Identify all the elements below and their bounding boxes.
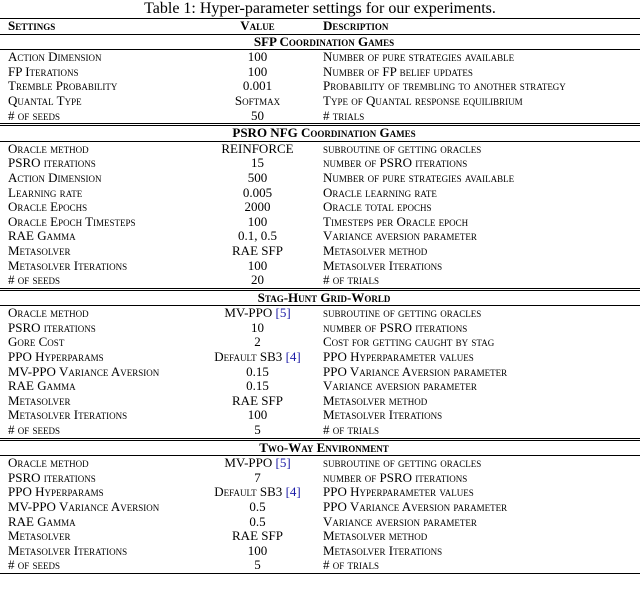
value-text: 500 (247, 170, 268, 185)
table-row (0, 94, 640, 109)
table-row (0, 515, 640, 530)
table-row (0, 79, 640, 94)
table-row (0, 379, 640, 394)
description-cell: number of PSRO iterations (323, 320, 468, 335)
value-cell (200, 558, 315, 573)
value-text: 100 (247, 64, 268, 79)
value-cell (200, 408, 315, 423)
table-row (0, 244, 640, 259)
description-cell: # of trials (323, 423, 380, 438)
setting-cell: Metasolver (8, 243, 71, 258)
setting-cell: Oracle method (8, 141, 89, 156)
table-row (0, 200, 640, 215)
header-row (0, 19, 640, 35)
setting-cell: Metasolver (8, 529, 71, 544)
description-cell: Type of Quantal response equilibrium (323, 93, 523, 108)
section-header-row (0, 439, 640, 456)
value-text: 2 (254, 335, 261, 350)
table-row (0, 423, 640, 439)
section-header-row (0, 34, 640, 50)
value-cell (200, 94, 315, 109)
value-cell (200, 379, 315, 394)
value-cell (200, 350, 315, 365)
citation-link[interactable]: [4] (285, 485, 301, 500)
table-row (0, 471, 640, 486)
description-cell: Timesteps per Oracle epoch (323, 214, 469, 229)
value-text: 0.1, 0.5 (238, 229, 277, 244)
table-row (0, 65, 640, 80)
description-cell: subroutine of getting oracles (323, 455, 482, 471)
value-text: 20 (251, 273, 264, 288)
table-row (0, 273, 640, 289)
value-cell (200, 485, 315, 500)
setting-cell: PSRO iterations (8, 156, 96, 171)
value-cell (200, 65, 315, 80)
setting-cell: Action Dimension (8, 49, 102, 65)
value-text: 0.5 (249, 514, 266, 529)
value-cell (200, 335, 315, 350)
setting-cell: MV-PPO Variance Aversion (8, 364, 160, 379)
setting-cell: PSRO iterations (8, 320, 96, 335)
description-cell: PPO Hyperparameter values (323, 485, 474, 500)
setting-cell: # of seeds (8, 273, 61, 288)
setting-cell: Metasolver Iterations (8, 408, 128, 423)
description-cell: subroutine of getting oracles (323, 141, 482, 156)
table-row (0, 141, 640, 156)
description-cell: Metasolver method (323, 393, 428, 408)
value-text: 7 (254, 470, 261, 485)
value-cell (200, 171, 315, 186)
value-cell (200, 200, 315, 215)
table-row (0, 529, 640, 544)
table-row (0, 408, 640, 423)
table-row (0, 186, 640, 201)
value-cell (200, 141, 315, 156)
setting-cell: # of seeds (0, 558, 200, 573)
value-text: Softmax (234, 93, 281, 108)
description-cell: number of PSRO iterations (323, 470, 468, 485)
table-row (0, 558, 640, 573)
description-cell: Variance aversion parameter (323, 379, 477, 394)
description-cell: PPO Hyperparameter values (323, 350, 474, 365)
description-cell: Metasolver method (323, 529, 428, 544)
value-text: 100 (247, 258, 268, 273)
value-text: 50 (251, 108, 264, 123)
table-row (0, 215, 640, 230)
setting-cell: RAE Gamma (8, 379, 76, 394)
setting-cell: Metasolver Iterations (8, 543, 128, 558)
value-text: MV-PPO (224, 455, 273, 471)
value-text: 100 (247, 543, 268, 558)
table-row (0, 156, 640, 171)
value-cell (200, 215, 315, 230)
value-text: 0.15 (246, 379, 269, 394)
header-settings: Settings (0, 19, 200, 35)
value-cell (200, 229, 315, 244)
citation-link[interactable]: [5] (275, 455, 291, 471)
setting-cell: # of seeds (8, 108, 61, 123)
description-cell: Metasolver Iterations (323, 408, 443, 423)
value-cell (200, 423, 315, 439)
value-text: 0.001 (242, 79, 273, 94)
value-text: RAE SFP (232, 529, 283, 544)
section-title: SFP Coordination Games (0, 34, 640, 50)
value-cell (200, 186, 315, 201)
setting-cell: Oracle method (8, 305, 89, 321)
description-cell: PPO Variance Aversion parameter (323, 500, 508, 514)
table-body (0, 34, 640, 573)
table-row (0, 50, 640, 65)
value-cell (200, 259, 315, 274)
description-cell: Metasolver Iterations (323, 258, 443, 273)
table-row (0, 321, 640, 336)
value-cell (200, 306, 315, 321)
description-cell: Variance aversion parameter (323, 229, 477, 244)
section-title: Two-Way Environment (0, 439, 640, 456)
value-text: 100 (247, 408, 268, 423)
table-row (0, 365, 640, 380)
value-text: 0.15 (246, 364, 269, 379)
value-text: Default SB3 (214, 350, 283, 365)
description-cell: Oracle learning rate (323, 185, 437, 200)
table-row (0, 544, 640, 559)
description-cell: Number of FP belief updates (323, 64, 473, 79)
description-cell: Cost for getting caught by stag (323, 335, 495, 350)
value-cell (200, 456, 315, 471)
value-cell (200, 273, 315, 289)
description-cell: Oracle total epochs (323, 200, 432, 215)
setting-cell: PPO Hyperparams (8, 485, 104, 500)
value-text: 15 (251, 156, 264, 171)
setting-cell: PPO Hyperparams (8, 350, 104, 365)
description-cell: Variance aversion parameter (323, 514, 477, 529)
header-description: Description (315, 19, 640, 35)
value-text: RAE SFP (232, 243, 283, 258)
table-row (0, 306, 640, 321)
description-cell: Number of pure strategies available (323, 170, 515, 185)
setting-cell: Learning rate (8, 185, 83, 200)
section-header-row (0, 289, 640, 306)
value-cell (200, 529, 315, 544)
citation-link[interactable]: [5] (275, 305, 291, 321)
setting-cell: # of seeds (8, 423, 61, 438)
description-cell: subroutine of getting oracles (323, 305, 482, 321)
value-text: 0.005 (242, 185, 273, 200)
setting-cell: Quantal Type (8, 93, 82, 108)
setting-cell: RAE Gamma (8, 229, 76, 244)
description-cell: # trials (323, 108, 365, 123)
value-cell (200, 244, 315, 259)
setting-cell: Oracle Epoch Timesteps (8, 214, 136, 229)
description-cell: PPO Variance Aversion parameter (323, 364, 508, 379)
value-text: 100 (247, 214, 268, 229)
section-title: Stag-Hunt Grid-World (0, 289, 640, 306)
value-text: 10 (251, 320, 264, 335)
setting-cell: Oracle method (8, 455, 89, 471)
description-cell: Number of pure strategies available (323, 49, 515, 65)
table-caption: Table 1: Hyper-parameter settings for our experiments. (144, 0, 496, 17)
description-cell: Probability of trembling to another strategy (323, 79, 566, 94)
table-row (0, 500, 640, 515)
description-cell: Metasolver method (323, 243, 428, 258)
value-cell (200, 515, 315, 530)
table-row (0, 229, 640, 244)
description-cell: # of trials (315, 558, 640, 573)
setting-cell: MV-PPO Variance Aversion (8, 500, 160, 514)
setting-cell: Gore Cost (8, 335, 65, 350)
setting-cell: Metasolver (8, 393, 71, 408)
value-cell (200, 471, 315, 486)
value-cell (200, 544, 315, 559)
description-cell: # of trials (323, 273, 380, 288)
section-header-row (0, 125, 640, 142)
table-row (0, 259, 640, 274)
value-cell (200, 156, 315, 171)
setting-cell: Metasolver Iterations (8, 258, 128, 273)
value-text: 5 (254, 423, 261, 438)
value-text: MV-PPO (224, 305, 273, 321)
header-value: Value (200, 19, 315, 35)
setting-cell: Action Dimension (8, 170, 102, 185)
table-row (0, 456, 640, 471)
value-cell (200, 500, 315, 515)
table-row (0, 350, 640, 365)
value-cell (200, 109, 315, 125)
description-cell: Metasolver Iterations (323, 543, 443, 558)
table-row (0, 394, 640, 409)
setting-cell: Oracle Epochs (8, 200, 88, 215)
setting-cell: PSRO iterations (8, 470, 96, 485)
table-row (0, 485, 640, 500)
value-cell (200, 394, 315, 409)
section-title: PSRO NFG Coordination Games (0, 125, 640, 142)
value-text: RAE SFP (232, 393, 283, 408)
table-row (0, 335, 640, 350)
hyperparameter-table (0, 18, 640, 574)
table-row (0, 171, 640, 186)
value-cell (200, 321, 315, 336)
value-text: 2000 (244, 200, 271, 215)
setting-cell: Tremble Probability (8, 79, 118, 94)
citation-link[interactable]: [4] (285, 350, 301, 365)
value-cell (200, 50, 315, 65)
description-cell: number of PSRO iterations (323, 156, 468, 171)
value-cell (200, 79, 315, 94)
value-text: REINFORCE (221, 141, 294, 156)
value-cell (200, 365, 315, 380)
value-text: Default SB3 (214, 485, 283, 500)
value-text: 5 (254, 558, 261, 573)
table-row (0, 109, 640, 125)
setting-cell: FP Iterations (8, 64, 79, 79)
value-text: 100 (247, 49, 268, 65)
value-text: 0.5 (249, 500, 266, 514)
setting-cell: RAE Gamma (8, 514, 76, 529)
